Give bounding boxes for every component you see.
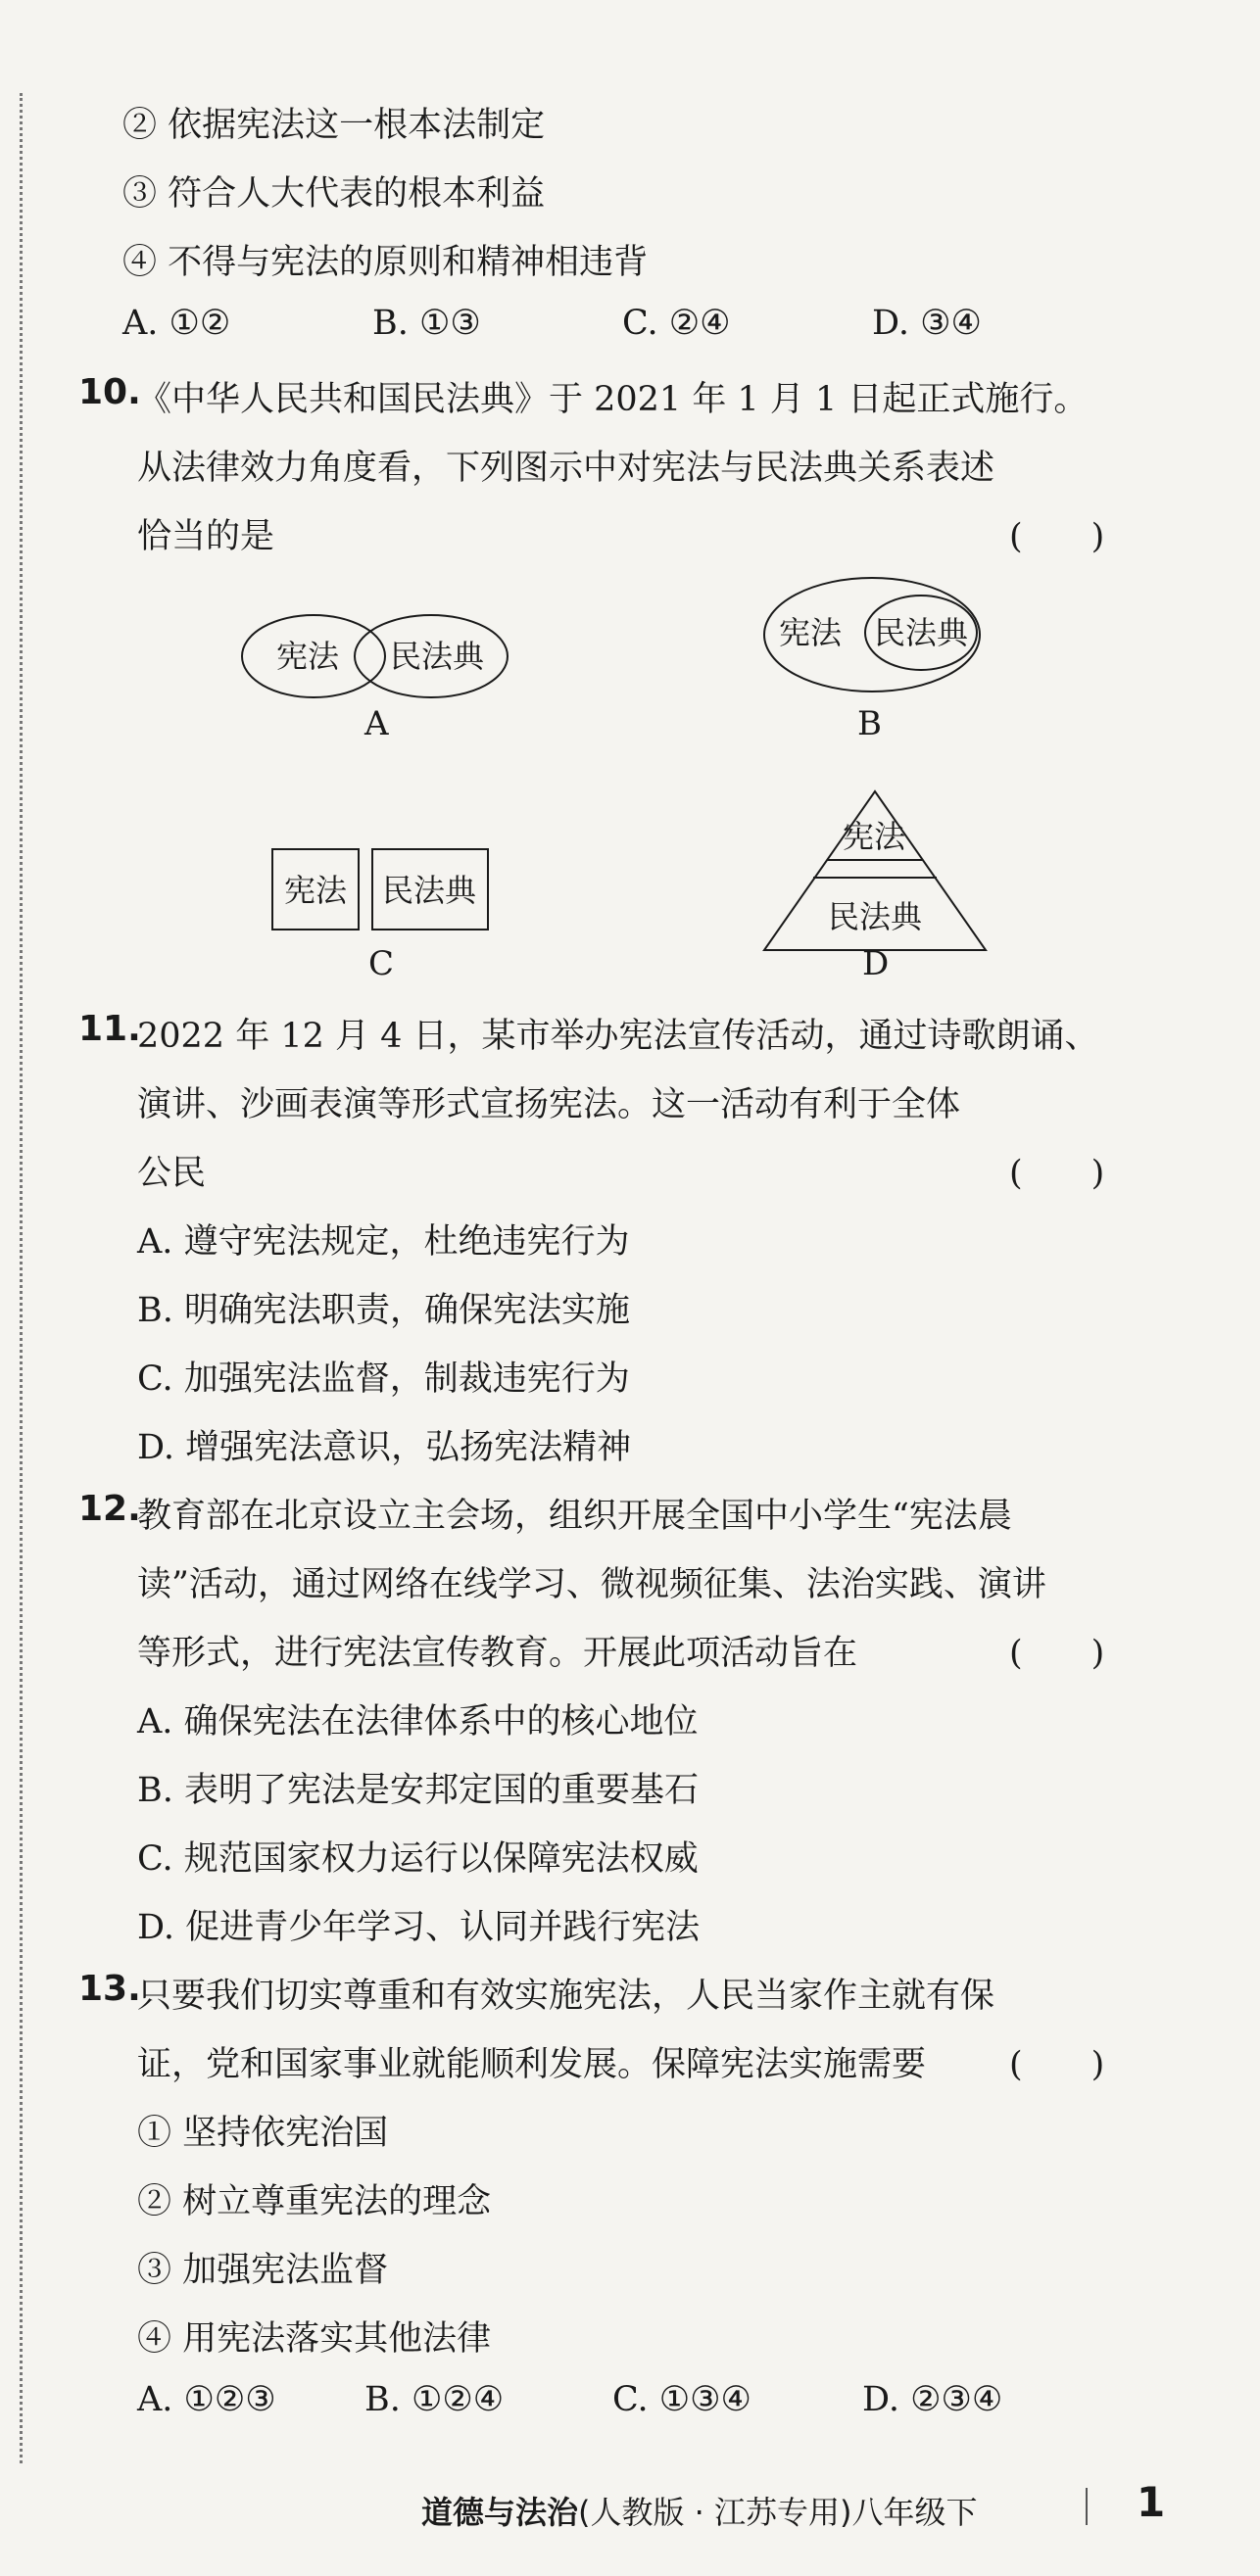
q11-option-b[interactable]: B. 明确宪法职责，确保宪法实施 — [137, 1291, 630, 1330]
diagram-b[interactable] — [764, 578, 980, 743]
q13-option-c[interactable]: C. ①③④ — [612, 2380, 751, 2419]
q9-option-a[interactable]: A. ①② — [122, 304, 231, 343]
diagram-a-minfadian-label: 民法典 — [390, 638, 485, 675]
q13-item-2: ② 树立尊重宪法的理念 — [137, 2182, 492, 2221]
diagram-d[interactable] — [764, 791, 986, 983]
q11-stem-line-1: 2022 年 12 月 4 日，某市举办宪法宣传活动，通过诗歌朗诵、 — [137, 1017, 1099, 1056]
q11-stem-line-3: 公民 — [137, 1154, 207, 1193]
q12-option-c[interactable]: C. 规范国家权力运行以保障宪法权威 — [137, 1839, 699, 1879]
diagram-b-minfadian-label: 民法典 — [874, 614, 969, 651]
page-footer — [421, 2488, 978, 2533]
q13-option-a[interactable]: A. ①②③ — [137, 2380, 276, 2419]
footer-edition: (人教版 · 江苏专用)八年级下 — [578, 2494, 978, 2531]
q11-number: 11. — [78, 1009, 141, 1049]
q10-number: 10. — [78, 372, 141, 412]
diagram-b-letter: B — [857, 704, 882, 743]
q12-option-a[interactable]: A. 确保宪法在法律体系中的核心地位 — [137, 1702, 699, 1741]
diagram-a[interactable] — [242, 615, 508, 743]
q13-option-d[interactable]: D. ②③④ — [862, 2380, 1003, 2419]
diagram-b-xianfa-label: 宪法 — [779, 614, 843, 651]
q11-option-d[interactable]: D. 增强宪法意识，弘扬宪法精神 — [137, 1428, 632, 1467]
q13-stem-line-2: 证，党和国家事业就能顺利发展。保障宪法实施需要 — [137, 2045, 927, 2084]
diagram-a-letter: A — [364, 704, 389, 743]
q13-item-4: ④ 用宪法落实其他法律 — [137, 2319, 492, 2359]
q9-option-b[interactable]: B. ①③ — [372, 304, 481, 343]
q10-answer-paren[interactable]: ( ) — [1009, 517, 1105, 556]
q10-stem-line-3: 恰当的是 — [137, 517, 275, 556]
q13-option-b[interactable]: B. ①②④ — [364, 2380, 505, 2419]
q13-item-1: ① 坚持依宪治国 — [137, 2114, 389, 2153]
q10-stem-line-1: 《中华人民共和国民法典》于 2021 年 1 月 1 日起正式施行。 — [137, 380, 1089, 419]
q13-stem-line-1: 只要我们切实尊重和有效实施宪法，人民当家作主就有保 — [137, 1977, 995, 2016]
q11-option-a[interactable]: A. 遵守宪法规定，杜绝违宪行为 — [137, 1222, 630, 1262]
diagram-c[interactable] — [272, 849, 488, 983]
q9-item-3: ③ 符合人大代表的根本利益 — [122, 174, 546, 214]
page-number: 1 — [1137, 2478, 1166, 2526]
q13-number: 13. — [78, 1969, 141, 2009]
q11-option-c[interactable]: C. 加强宪法监督，制裁违宪行为 — [137, 1360, 630, 1399]
q11-answer-paren[interactable]: ( ) — [1009, 1154, 1105, 1193]
footer-subject: 道德与法治 — [421, 2494, 579, 2531]
q12-stem-line-3: 等形式，进行宪法宣传教育。开展此项活动旨在 — [137, 1634, 858, 1673]
q13-answer-paren[interactable]: ( ) — [1009, 2045, 1105, 2084]
q11-stem-line-2: 演讲、沙画表演等形式宣扬宪法。这一活动有利于全体 — [137, 1085, 961, 1124]
q12-stem-line-1: 教育部在北京设立主会场，组织开展全国中小学生“宪法晨 — [137, 1497, 1012, 1536]
q12-option-d[interactable]: D. 促进青少年学习、认同并践行宪法 — [137, 1908, 701, 1947]
q12-answer-paren[interactable]: ( ) — [1009, 1634, 1105, 1673]
footer-separator — [1086, 2488, 1088, 2525]
q9-option-d[interactable]: D. ③④ — [872, 304, 982, 343]
q9-option-c[interactable]: C. ②④ — [622, 304, 731, 343]
q10-stem-line-2: 从法律效力角度看，下列图示中对宪法与民法典关系表述 — [137, 449, 995, 488]
diagram-a-xianfa-label: 宪法 — [276, 638, 340, 675]
q12-stem-line-2: 读”活动，通过网络在线学习、微视频征集、法治实践、演讲 — [137, 1565, 1046, 1604]
diagram-d-xianfa-label: 宪法 — [843, 818, 906, 855]
q13-item-3: ③ 加强宪法监督 — [137, 2251, 389, 2290]
diagram-c-xianfa-label: 宪法 — [284, 872, 348, 909]
diagram-d-letter: D — [862, 944, 890, 983]
q9-item-2: ② 依据宪法这一根本法制定 — [122, 106, 546, 145]
diagram-d-minfadian-label: 民法典 — [828, 898, 923, 935]
q12-number: 12. — [78, 1489, 141, 1529]
binding-margin-line — [20, 93, 23, 2463]
diagram-c-minfadian-label: 民法典 — [382, 872, 477, 909]
diagram-c-letter: C — [368, 944, 395, 983]
q9-item-4: ④ 不得与宪法的原则和精神相违背 — [122, 243, 649, 282]
q10-diagrams — [0, 568, 1260, 989]
q12-option-b[interactable]: B. 表明了宪法是安邦定国的重要基石 — [137, 1771, 699, 1810]
